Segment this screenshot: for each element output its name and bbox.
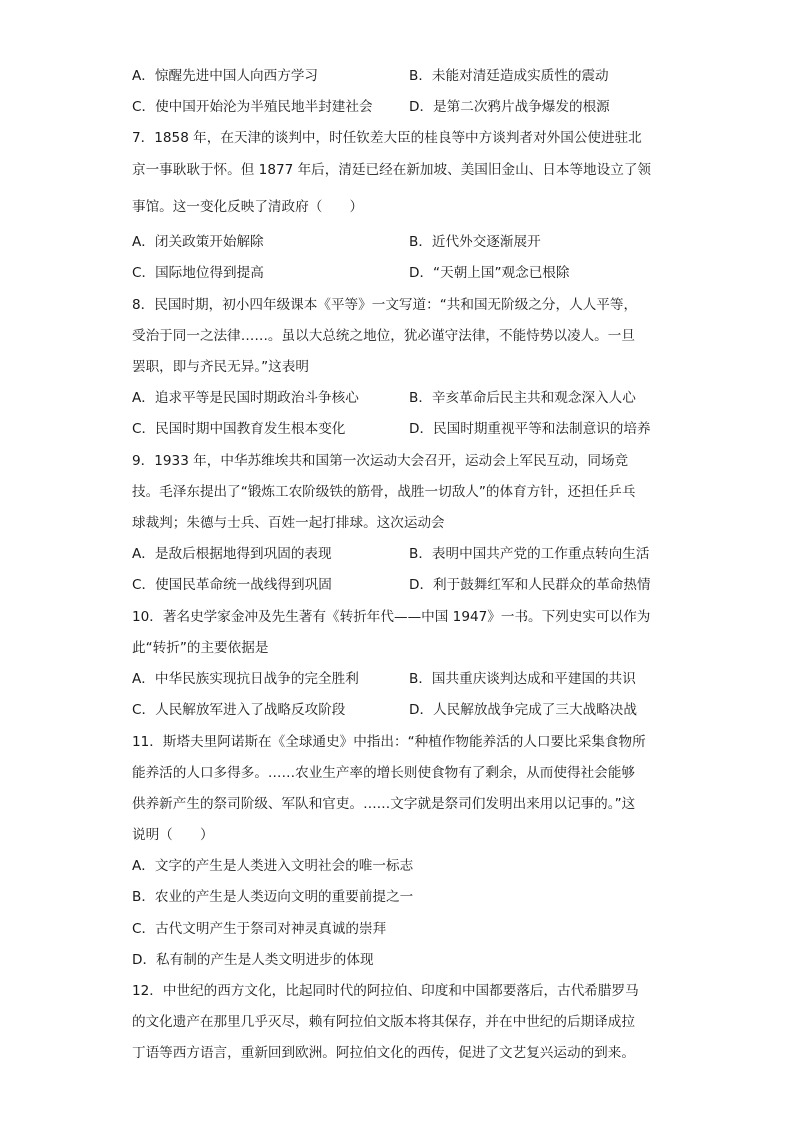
q10-stem-line-1: 10．著名史学家金冲及先生著有《转折年代——中国 1947》一书。下列史实可以作为 — [132, 609, 651, 625]
q6-option-a: A．惊醒先进中国人向西方学习 — [132, 68, 319, 84]
q12-stem-line-1: 12．中世纪的西方文化，比起同时代的阿拉伯、印度和中国都要落后，古代希腊罗马 — [132, 983, 639, 999]
q11-option-d: D．私有制的产生是人类文明进步的体现 — [132, 952, 374, 968]
q9-option-a: A．是敌后根据地得到巩固的表现 — [132, 546, 332, 562]
q9-stem-line-3: 球裁判；朱德与士兵、百姓一起打排球。这次运动会 — [132, 515, 445, 531]
q9-option-c: C．使国民革命统一战线得到巩固 — [132, 577, 332, 593]
q8-option-b: B．辛亥革命后民主共和观念深入人心 — [409, 390, 636, 406]
q11-option-b: B．农业的产生是人类迈向文明的重要前提之一 — [132, 889, 414, 905]
q7-stem-line-3: 事馆。这一变化反映了清政府（ ） — [132, 199, 364, 215]
q11-stem-line-1: 11．斯塔夫里阿诺斯在《全球通史》中指出：“种植作物能养活的人口要比采集食物所 — [132, 734, 646, 750]
q8-option-a: A．追求平等是民国时期政治斗争核心 — [132, 390, 359, 406]
q7-option-d: D．“天朝上国”观念已根除 — [409, 265, 570, 281]
q7-option-a: A．闭关政策开始解除 — [132, 234, 264, 250]
q7-option-b: B．近代外交逐渐展开 — [409, 234, 541, 250]
q12-stem-line-3: 丁语等西方语言，重新回到欧洲。阿拉伯文化的西传，促进了文艺复兴运动的到来。 — [132, 1045, 635, 1061]
q7-stem-line-1: 7．1858 年，在天津的谈判中，时任钦差大臣的桂良等中方谈判者对外国公使进驻北 — [132, 130, 642, 146]
q9-stem-line-1: 9．1933 年，中华苏维埃共和国第一次运动大会召开，运动会上军民互动，同场竞 — [132, 453, 629, 469]
q9-stem-line-2: 技。毛泽东提出了“锻炼工农阶级铁的筋骨，战胜一切敌人”的体育方针，还担任乒乓 — [132, 484, 636, 500]
q7-option-c: C．国际地位得到提高 — [132, 265, 264, 281]
q11-option-a: A．文字的产生是人类进入文明社会的唯一标志 — [132, 858, 414, 874]
q11-stem-line-3: 供养新产生的祭司阶级、军队和官吏。……文字就是祭司们发明出来用以记事的。”这 — [132, 796, 636, 812]
q10-option-b: B．国共重庆谈判达成和平建国的共识 — [409, 671, 636, 687]
q8-stem-line-2: 受治于同一之法律……。虽以大总统之地位，犹必谨守法律，不能恃势以凌人。一旦 — [132, 328, 635, 344]
q11-option-c: C．古代文明产生于祭司对神灵真诚的崇拜 — [132, 921, 387, 937]
q11-stem-line-2: 能养活的人口多得多。……农业生产率的增长则使食物有了剩余，从而使得社会能够 — [132, 765, 635, 781]
q8-stem-line-3: 罢职，即与齐民无异。”这表明 — [132, 359, 309, 375]
q6-option-b: B．未能对清廷造成实质性的震动 — [409, 68, 609, 84]
q11-stem-line-4: 说明（ ） — [132, 827, 214, 843]
q8-stem-line-1: 8．民国时期，初小四年级课本《平等》一文写道：“共和国无阶级之分，人人平等， — [132, 297, 638, 313]
q10-option-c: C．人民解放军进入了战略反攻阶段 — [132, 702, 346, 718]
q9-option-d: D．利于鼓舞红军和人民群众的革命热情 — [409, 577, 651, 593]
q6-option-d: D．是第二次鸦片战争爆发的根源 — [409, 99, 610, 115]
q9-option-b: B．表明中国共产党的工作重点转向生活 — [409, 546, 650, 562]
q12-stem-line-2: 的文化遗产在那里几乎灭尽，赖有阿拉伯文版本将其保存，并在中世纪的后期译成拉 — [132, 1014, 635, 1030]
q6-option-c: C．使中国开始沦为半殖民地半封建社会 — [132, 99, 373, 115]
q8-option-d: D．民国时期重视平等和法制意识的培养 — [409, 421, 651, 437]
q8-option-c: C．民国时期中国教育发生根本变化 — [132, 421, 346, 437]
q7-stem-line-2: 京一事耿耿于怀。但 1877 年后，清廷已经在新加坡、美国旧金山、日本等地设立了领 — [132, 162, 652, 178]
q10-stem-line-2: 此“转折”的主要依据是 — [132, 640, 269, 656]
q10-option-a: A．中华民族实现抗日战争的完全胜利 — [132, 671, 359, 687]
q10-option-d: D．人民解放战争完成了三大战略决战 — [409, 702, 637, 718]
